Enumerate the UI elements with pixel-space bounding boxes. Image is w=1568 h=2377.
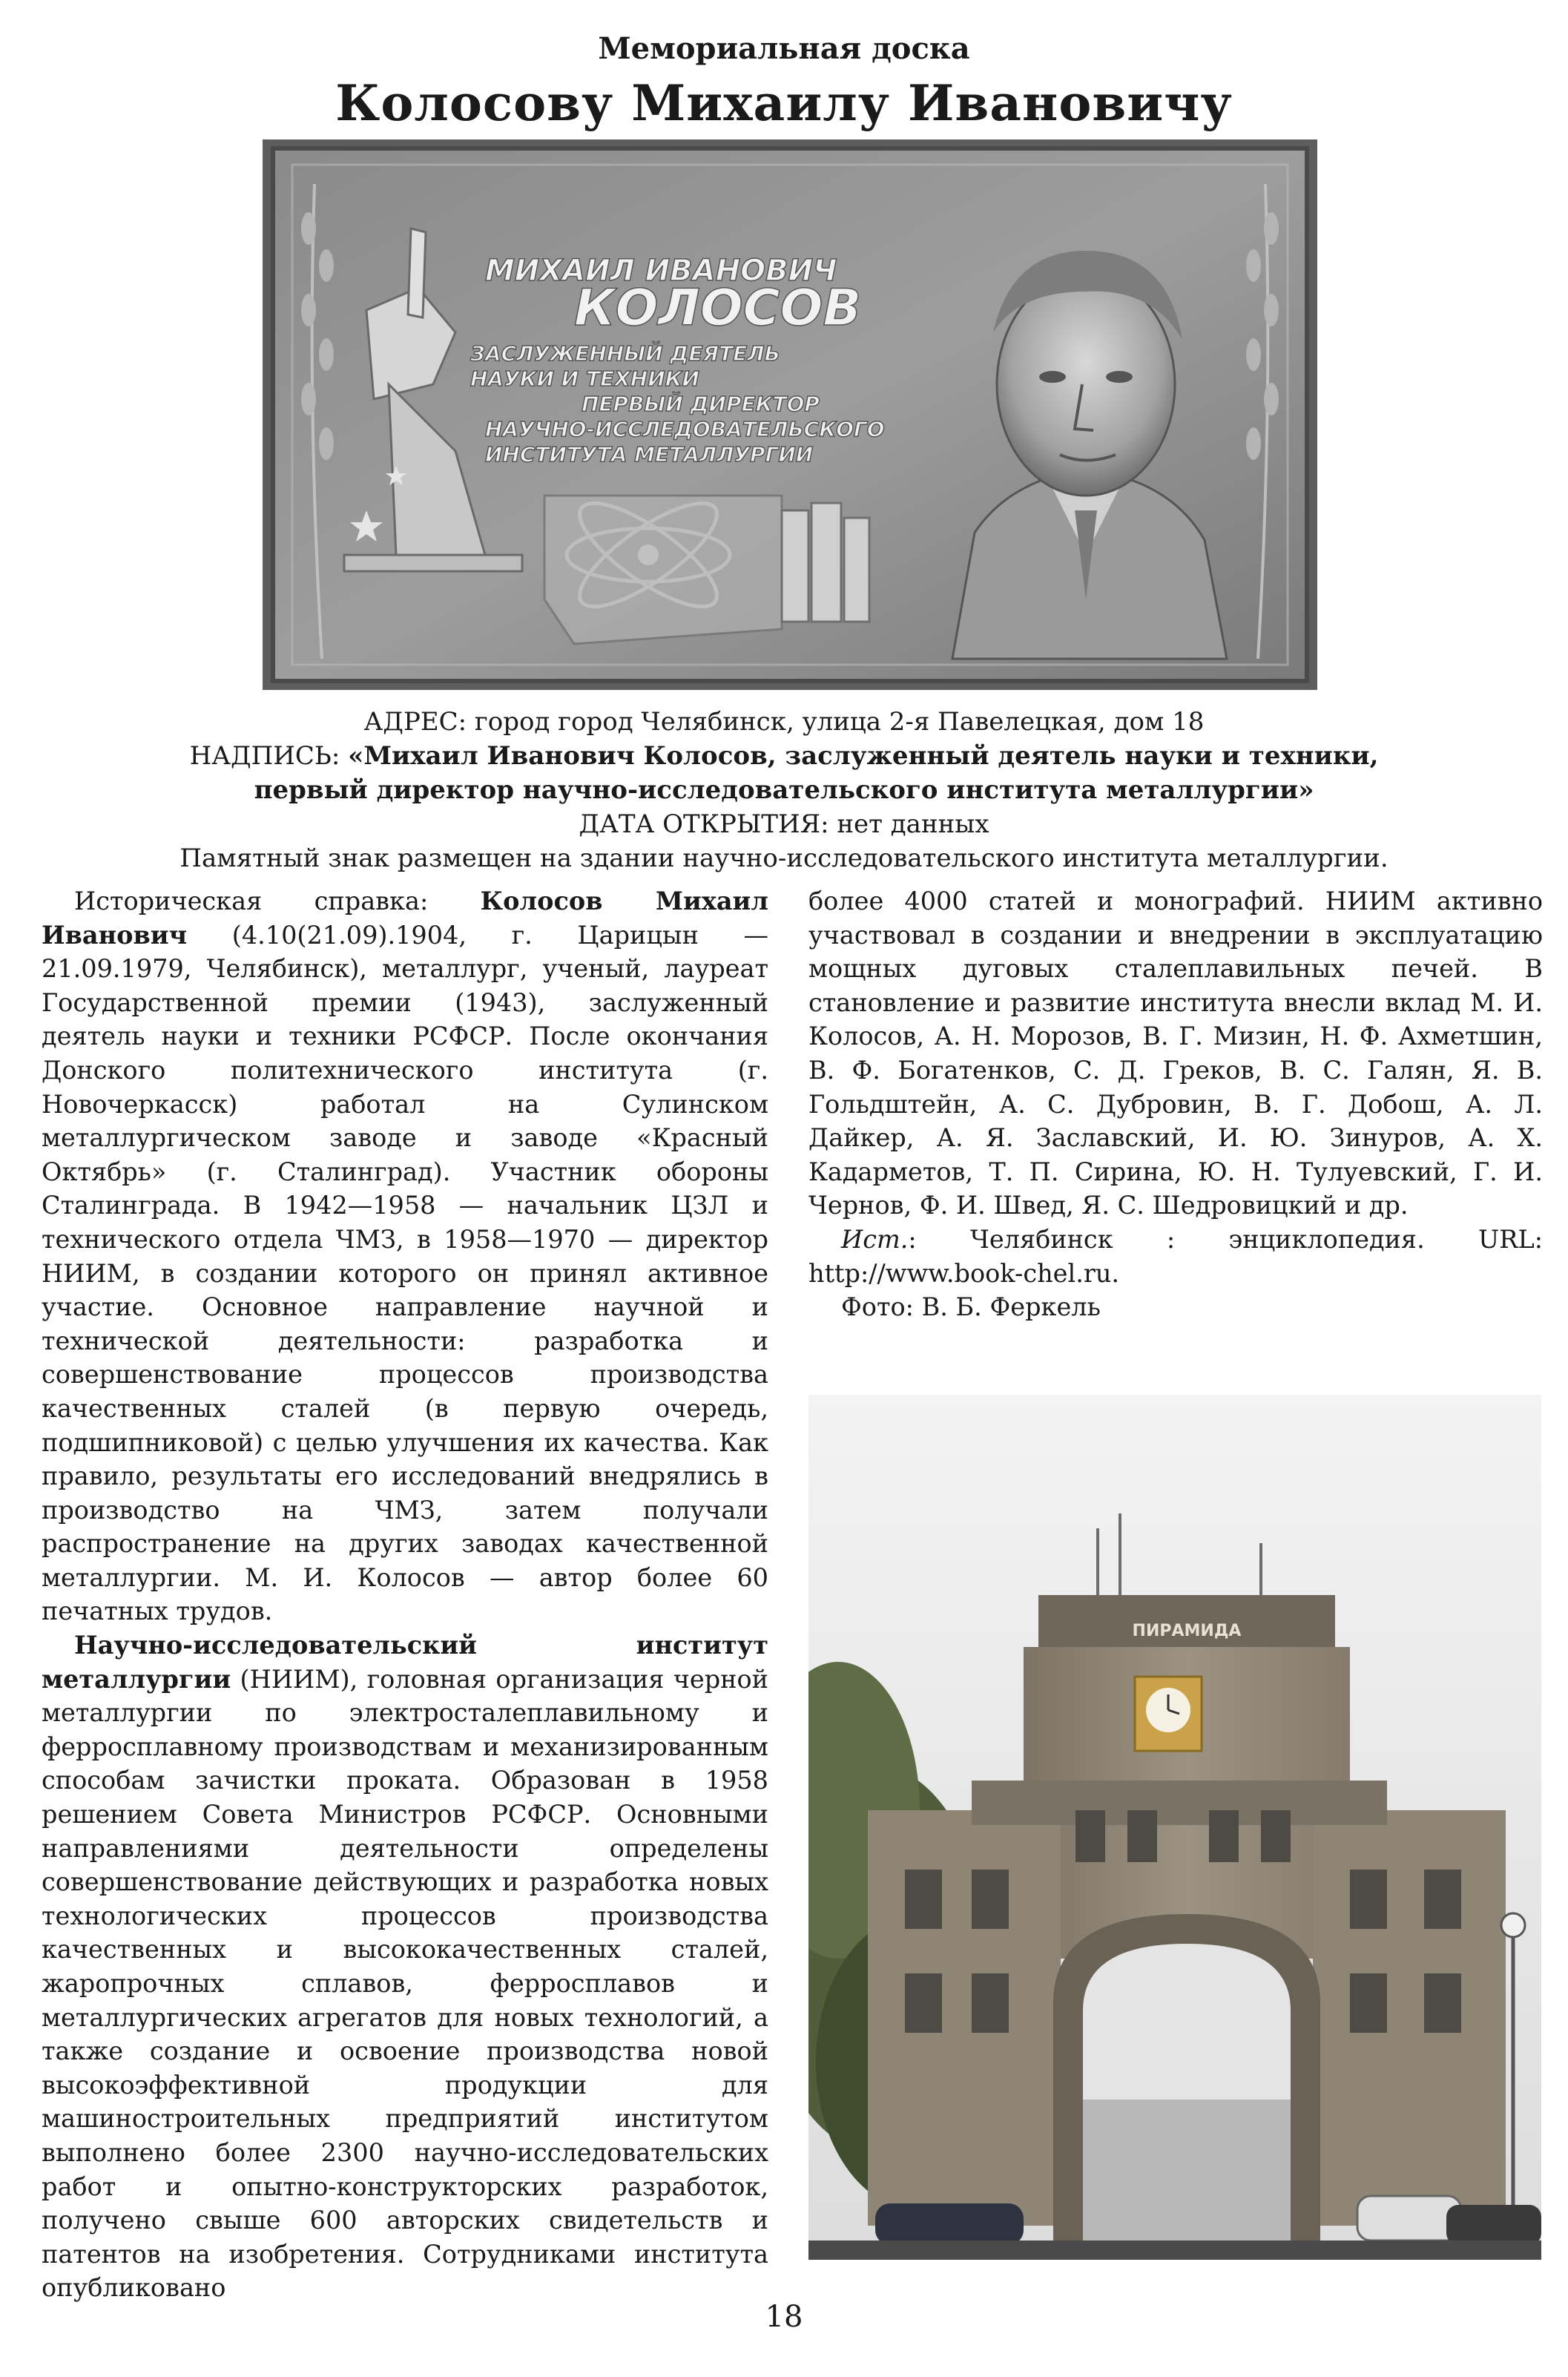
plaque-text-line2: КОЛОСОВ: [574, 279, 862, 338]
historical-note-intro: Историческая справка:: [74, 887, 481, 915]
building-photo: [808, 1395, 1541, 2260]
inscription-line-1: [67, 739, 1501, 773]
placement-note: Памятный знак размещен на здании научно-исследовательского института металлургии.: [179, 844, 1389, 873]
page-subtitle: Мемориальная доска: [598, 31, 970, 66]
person-name: Колосов Михаил Иванович: [42, 887, 768, 950]
left-column: [42, 884, 768, 2305]
address-value: город город Челябинск, улица 2-я Павелецкая, дом 18: [467, 707, 1205, 737]
plaque-photo: [263, 139, 1317, 690]
source-paragraph: [808, 1223, 1543, 1290]
address-line: [67, 705, 1501, 739]
plaque-text-line6: НАУЧНО-ИССЛЕДОВАТЕЛЬСКОГО: [485, 417, 885, 441]
date-line: [67, 807, 1501, 841]
institute-text: (НИИМ), головная организация черной металлургии по электросталеплавильному и ферросплавному производствам и механизированным способам зачистки проката. Образован в 1958 решением Совета Министров РСФСР. Основными направлениями деятельности определены совершенствование действующих и разработка новых технологических процессов производства качественных и высококачественных сталей, жаропрочных сплавов, ферросплавов и металлургических агрегатов для новых технологий, а также создание и освоение производства новой высокоэффективной продукции для машиностроительных предприятий институтом выполнено более 2300 научно-исследовательских работ и опытно-конструкторских разработок, получено свыше 600 авторских свидетельств и патентов на изобретения. Сотрудниками института опубликовано: [42, 1664, 768, 2303]
inscription-open-quote: «: [348, 741, 364, 771]
plaque-text-line7: ИНСТИТУТА МЕТАЛЛУРГИИ: [485, 442, 814, 467]
page-title: Колосову Михаилу Ивановичу: [335, 74, 1233, 132]
inscription-label: НАДПИСЬ:: [189, 741, 349, 771]
caption-block: [67, 705, 1501, 875]
right-column: [808, 884, 1543, 1324]
historical-note-text: (4.10(21.09).1904, г. Царицын — 21.09.1979, Челябинск), металлург, ученый, лауреат Государственной премии (1943), заслуженный деятель науки и техники РСФСР. После окончания Донского политехнического института (г. Новочеркасск) работал на Сулинском металлургическом заводе и заводе «Красный Октябрь» (г. Сталинград). Участник обороны Сталинграда. В 1942—1958 — начальник ЦЗЛ и технического отдела ЧМЗ, в 1958—1970 — директор НИИМ, в создании которого он принял активное участие. Основное направление научной и технической деятельности: разработка и совершенствование процессов производства качественных сталей (в первую очередь, подшипниковой) с целью улучшения их качества. Как правило, результаты его исследований внедрялись в производство на ЧМЗ, затем получали распространение на других заводах качественной металлургии. М. И. Колосов — автор более 60 печатных трудов.: [42, 920, 768, 1626]
address-label: АДРЕС:: [363, 707, 467, 737]
page-number: 18: [765, 2300, 803, 2334]
plaque-illustration: [263, 139, 1317, 690]
plaque-text-line4: НАУКИ И ТЕХНИКИ: [470, 366, 699, 391]
date-label: ДАТА ОТКРЫТИЯ:: [579, 809, 829, 839]
contributors-paragraph: более 4000 статей и монографий. НИИМ активно участвовал в создании и внедрении в эксплуатацию мощных дуговых сталеплавильных печей. В становление и развитие института внесли вклад М. И. Колосов, А. Н. Морозов, В. Г. Мизин, Н. Ф. Ахметшин, В. Ф. Богатенков, С. Д. Греков, В. С. Галян, Я. В. Гольдштейн, А. С. Дубровин, В. Г. Добош, А. Л. Дайкер, А. Я. Заславский, И. Ю. Зинуров, А. Х. Кадарметов, Т. П. Сирина, Ю. Н. Тулуевский, Г. И. Чернов, Ф. И. Швед, Я. С. Шедровицкий и др.: [808, 887, 1543, 1220]
inscription-text-2: первый директор научно-исследовательского института металлургии: [254, 775, 1299, 805]
source-label: Ист.: [841, 1224, 909, 1254]
inscription-close-quote: »: [1298, 775, 1314, 805]
plaque-text-line1: МИХАИЛ ИВАНОВИЧ: [485, 254, 837, 288]
institute-name: Научно-исследовательский институт металлургии: [42, 1631, 768, 1694]
building-sign: ПИРАМИДА: [1132, 1622, 1242, 1640]
plaque-text-line5: ПЕРВЫЙ ДИРЕКТОР: [582, 392, 820, 416]
institute-paragraph: [42, 1628, 768, 2305]
plaque-text-line3: ЗАСЛУЖЕННЫЙ ДЕЯТЕЛЬ: [470, 341, 780, 366]
historical-note-paragraph: [42, 884, 768, 1628]
photo-credit: Фото: В. Б. Феркель: [841, 1292, 1101, 1322]
source-text: : Челябинск : энциклопедия. URL: http://www.book-chel.ru.: [808, 1224, 1543, 1288]
date-value: нет данных: [829, 809, 989, 839]
building-illustration: [808, 1395, 1541, 2260]
inscription-text-1: Михаил Иванович Колосов, заслуженный деятель науки и техники,: [363, 741, 1379, 771]
inscription-line-2: [67, 773, 1501, 807]
